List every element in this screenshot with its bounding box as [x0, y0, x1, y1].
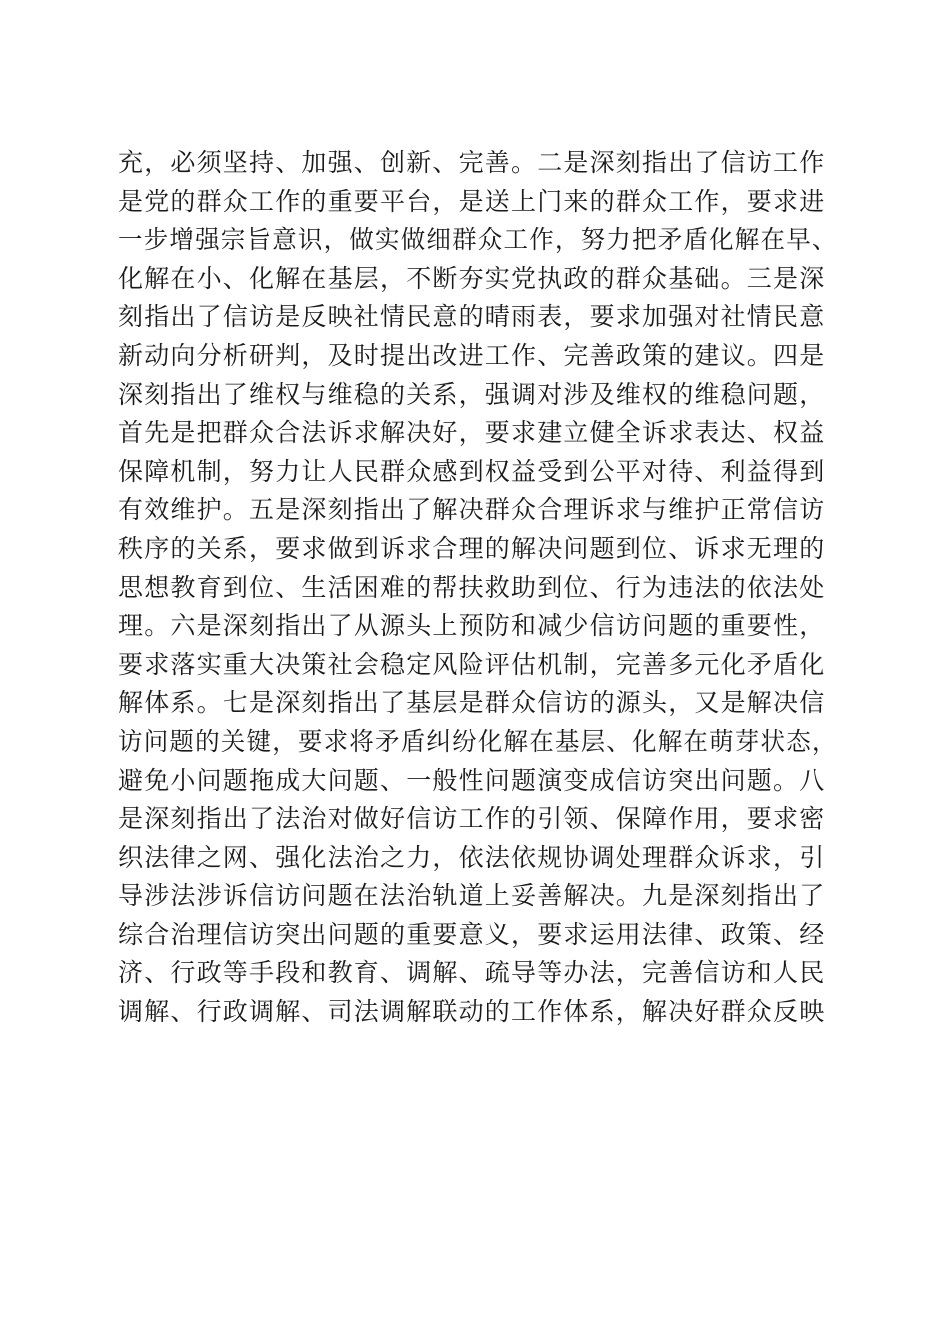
text-line: 思想教育到位、生活困难的帮扶救助到位、行为违法的依法处 [118, 572, 826, 602]
text-line: 充，必须坚持、加强、创新、完善。二是深刻指出了信访工作 [118, 148, 826, 177]
text-line: 理。六是深刻指出了从源头上预防和减少信访问题的重要性， [118, 611, 826, 641]
text-line: 综合治理信访突出问题的重要意义，要求运用法律、政策、经 [118, 919, 826, 949]
text-line: 是党的群众工作的重要平台，是送上门来的群众工作，要求进 [118, 186, 826, 216]
text-line: 避免小问题拖成大问题、一般性问题演变成信访突出问题。八 [118, 765, 826, 795]
text-line: 有效维护。五是深刻指出了解决群众合理诉求与维护正常信访 [118, 495, 826, 525]
text-line: 一步增强宗旨意识，做实做细群众工作，努力把矛盾化解在早、 [118, 225, 838, 255]
text-line: 访问题的关键，要求将矛盾纠纷化解在基层、化解在萌芽状态， [118, 726, 838, 756]
text-line: 解体系。七是深刻指出了基层是群众信访的源头，又是解决信 [118, 688, 826, 718]
text-line: 调解、行政调解、司法调解联动的工作体系，解决好群众反映 [118, 997, 826, 1027]
text-line: 织法律之网、强化法治之力，依法依规协调处理群众诉求，引 [118, 842, 826, 872]
text-line: 济、行政等手段和教育、调解、疏导等办法，完善信访和人民 [118, 958, 826, 988]
text-line: 要求落实重大决策社会稳定风险评估机制，完善多元化矛盾化 [118, 649, 826, 679]
text-line: 刻指出了信访是反映社情民意的晴雨表，要求加强对社情民意 [118, 302, 826, 332]
text-line: 新动向分析研判，及时提出改进工作、完善政策的建议。四是 [118, 340, 826, 370]
text-line: 是深刻指出了法治对做好信访工作的引领、保障作用，要求密 [118, 804, 826, 834]
text-line: 深刻指出了维权与维稳的关系，强调对涉及维权的维稳问题， [118, 379, 826, 409]
body-text [118, 144, 838, 1032]
text-line: 导涉法涉诉信访问题在法治轨道上妥善解决。九是深刻指出了 [118, 881, 826, 911]
text-line: 保障机制，努力让人民群众感到权益受到公平对待、利益得到 [118, 456, 826, 486]
text-line: 化解在小、化解在基层，不断夯实党执政的群众基础。三是深 [118, 263, 826, 293]
text-line: 秩序的关系，要求做到诉求合理的解决问题到位、诉求无理的 [118, 533, 826, 563]
text-line: 首先是把群众合法诉求解决好，要求建立健全诉求表达、权益 [118, 418, 826, 448]
